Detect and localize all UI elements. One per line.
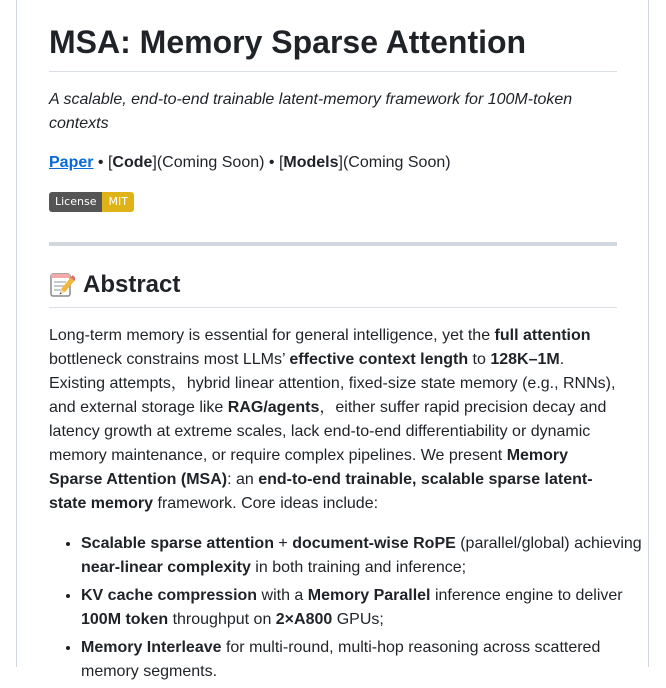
text-run: framework. Core ideas include:	[153, 495, 379, 512]
license-badge-label: License	[49, 192, 102, 212]
models-label: Models	[283, 154, 339, 171]
text-run: (parallel/global) achieving	[455, 535, 642, 552]
code-label: Code	[112, 154, 153, 171]
bold-text: Memory Sparse Attention (MSA)	[49, 447, 569, 488]
links-separator: • [	[93, 154, 113, 171]
text-run: bottleneck constrains most LLMs’	[49, 351, 290, 368]
abstract-heading-text: Abstract	[83, 271, 181, 298]
code-note: ](Coming Soon) • [	[152, 154, 284, 171]
text-run: : an	[227, 471, 259, 488]
title-divider	[49, 71, 617, 72]
text-run: in both training and inference;	[250, 559, 467, 576]
text-run: to	[468, 351, 491, 368]
section-divider	[49, 242, 617, 246]
text-run: for multi-round, multi-hop reasoning across scattered memory segments.	[81, 639, 601, 680]
models-note: ](Coming Soon)	[338, 154, 451, 171]
text-run: Long-term memory is essential for general intelligence, yet the	[49, 327, 495, 344]
text-run: +	[273, 535, 293, 552]
abstract-heading	[49, 268, 180, 302]
bold-text: document-wise RoPE	[292, 535, 456, 552]
bold-text: effective context length	[289, 351, 469, 368]
bold-text: Memory Parallel	[307, 587, 431, 604]
list-item	[81, 636, 649, 684]
list-item	[81, 532, 649, 580]
bold-text: Scalable sparse attention	[81, 535, 274, 552]
abstract-paragraph	[49, 324, 617, 516]
text-run: . Existing attempts，hybrid linear attention, fixed-size state memory (e.g., RNNs), and external storage like	[49, 351, 616, 416]
bold-text: full attention	[494, 327, 591, 344]
text-run: GPUs;	[332, 611, 384, 628]
license-badge[interactable]	[49, 192, 134, 212]
core-ideas-list	[49, 532, 649, 688]
bold-text: end-to-end trainable, scalable sparse latent-state memory	[49, 471, 593, 512]
bold-text: RAG/agents	[227, 399, 320, 416]
list-item	[81, 584, 649, 632]
page-title: MSA: Memory Sparse Attention	[49, 24, 527, 60]
text-run: inference engine to deliver	[430, 587, 623, 604]
resource-links	[49, 151, 451, 175]
bold-text: KV cache compression	[81, 587, 258, 604]
abstract-divider	[49, 307, 617, 308]
tagline: A scalable, end-to-end trainable latent-memory framework for 100M-token contexts	[49, 91, 573, 132]
bold-text: Memory Interleave	[81, 639, 222, 656]
memo-icon	[49, 272, 75, 298]
text-run: ，either suffer rapid precision decay and latency growth at extreme scales, lack end-to-end differentiability or dynamic memory maintenance, or require complex pipelines. We present	[49, 399, 607, 464]
text-run: throughput on	[168, 611, 276, 628]
bold-text: 128K–1M	[490, 351, 560, 368]
bold-text: 100M token	[81, 611, 169, 628]
text-run: with a	[257, 587, 308, 604]
bold-text: 2×A800	[275, 611, 333, 628]
bold-text: near-linear complexity	[81, 559, 251, 576]
readme-page	[16, 0, 649, 680]
paper-link[interactable]: Paper	[49, 154, 94, 171]
license-badge-value: MIT	[102, 192, 133, 212]
